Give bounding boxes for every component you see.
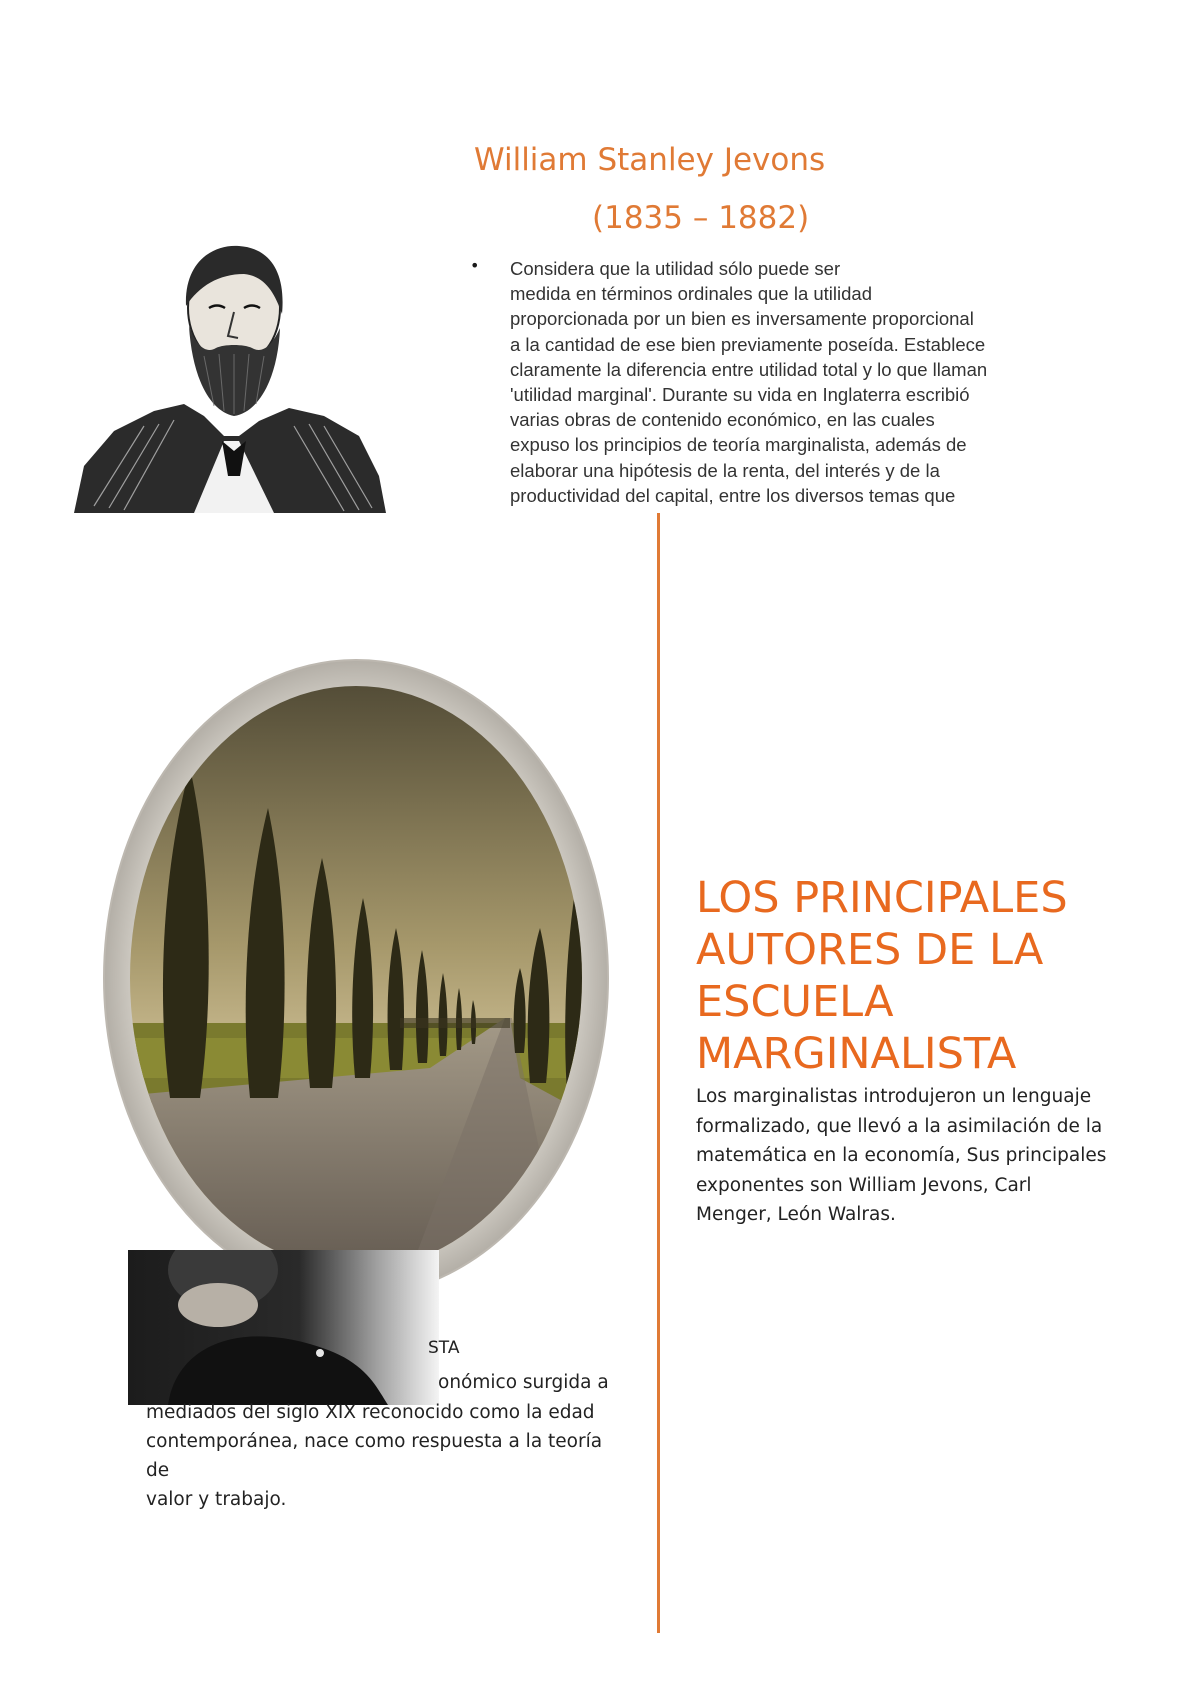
intro-paragraph: Los marginalistas introdujeron un lenguaje formalizado, que llevó a la asimilación de la matemática en la economía, Sus principales exponentes son William Jevons, Carl Menger, León Walras.: [696, 1086, 1107, 1225]
left-paragraph: mediados del siglo XIX reconocido como la edad contemporánea, nace como respuesta a la teoría de valor y trabajo.: [146, 1402, 603, 1510]
vertical-divider: [657, 513, 660, 1633]
bio-paragraph: Considera que la utilidad sólo puede ser medida en términos ordinales que la utilidad proporcionada por un bien es inversamente proporcional a la cantidad de ese bien previamente poseída. Establece claramente la diferencia entre utilidad total y lo que llaman 'utilidad marginal'. Durante su vida en Inglaterra escribió varias obras de contenido económico, en las cuales expuso los principios de teoría marginalista, además de elaborar una hipótesis de la renta, del interés y de la productividad del capital, entre los diversos temas que: [510, 258, 988, 506]
author-years: (1835 – 1882): [592, 200, 810, 236]
economist-photo-image: [128, 1250, 439, 1405]
page-title: LOS PRINCIPALES AUTORES DE LA ESCUELA MARGINALISTA: [696, 873, 1068, 1079]
bio-bullet: •: [470, 256, 480, 275]
section-heading-fragment: STA: [428, 1338, 460, 1358]
jevons-portrait-image: [74, 236, 386, 513]
left-paragraph-line1: onómico surgida a: [438, 1372, 609, 1393]
author-name: William Stanley Jevons: [474, 142, 826, 178]
cypress-road-oval-image: [100, 658, 612, 1298]
